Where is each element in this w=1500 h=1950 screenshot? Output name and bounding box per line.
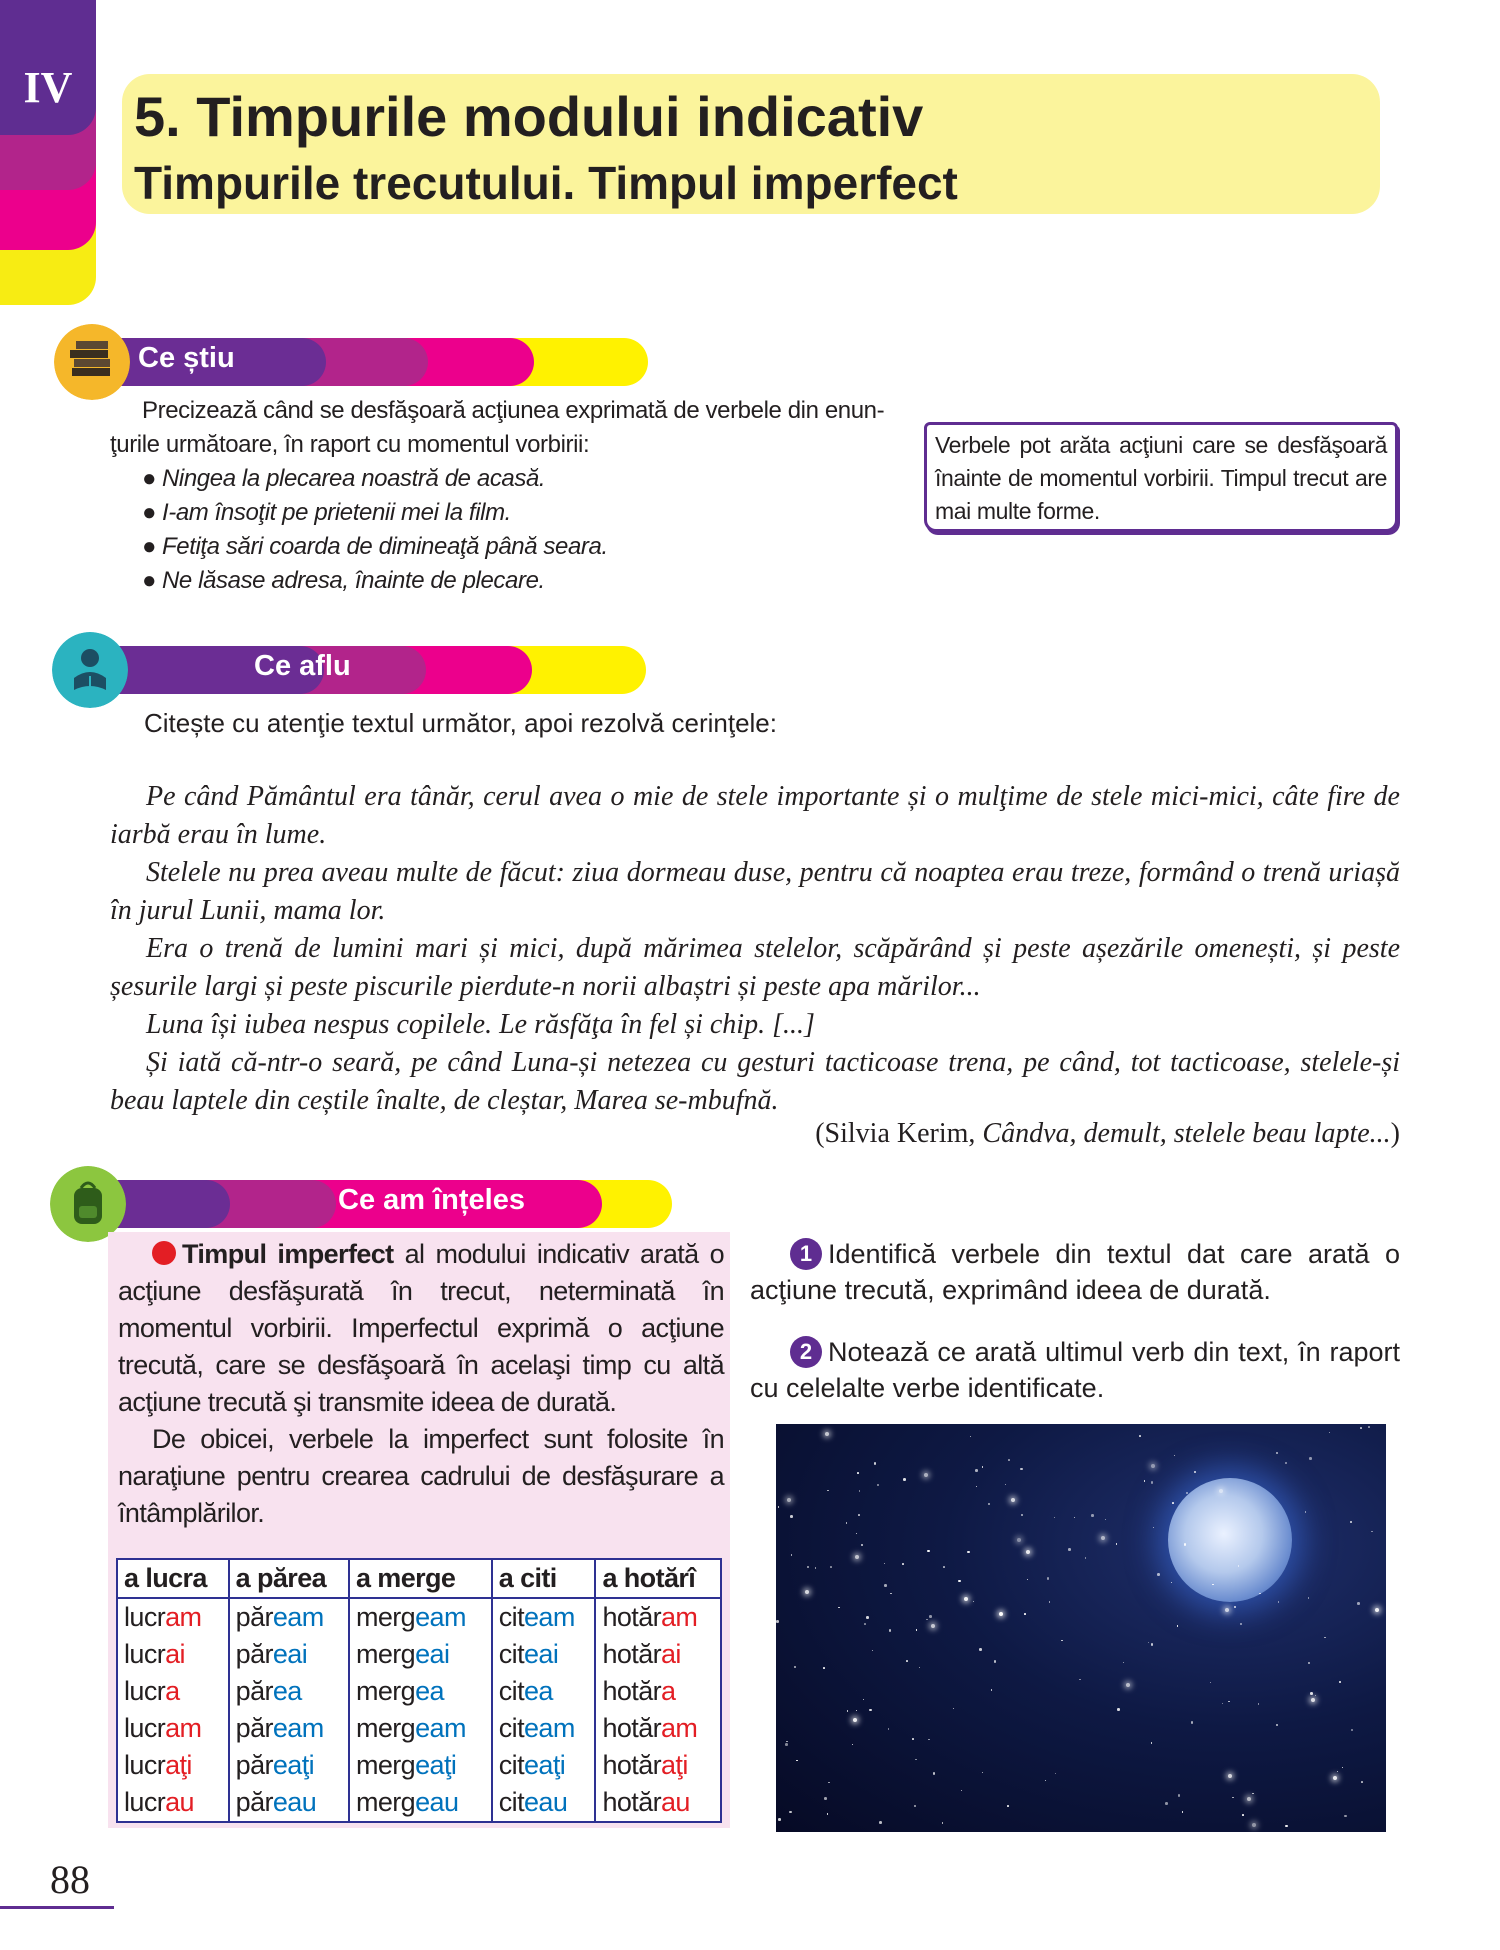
- table-cell: lucram: [117, 1710, 229, 1747]
- table-row: [117, 1747, 721, 1784]
- star: [1252, 1793, 1254, 1795]
- star: [879, 1821, 882, 1824]
- star: [815, 1567, 817, 1569]
- table-cell: lucrau: [117, 1784, 229, 1822]
- bullet-dot-icon: [152, 1241, 176, 1265]
- table-cell: lucrai: [117, 1636, 229, 1673]
- star: [1116, 1543, 1118, 1545]
- table-row: [117, 1673, 721, 1710]
- star: [1011, 1498, 1015, 1502]
- note-box: Verbele pot arăta acţiuni care se desfăşoară înainte de momentul vorbirii. Timpul trecut are mai multe forme.: [924, 422, 1398, 532]
- column-header: a hotărî: [595, 1559, 721, 1598]
- column-header: a citi: [492, 1559, 596, 1598]
- star: [890, 1593, 892, 1595]
- star: [874, 1462, 877, 1465]
- star: [869, 1709, 872, 1712]
- star: [1174, 1455, 1176, 1457]
- star: [805, 1590, 809, 1594]
- table-cell: mergea: [349, 1673, 492, 1710]
- star: [926, 1619, 928, 1621]
- star: [1153, 1527, 1155, 1529]
- table-cell: mergeau: [349, 1784, 492, 1822]
- table-row: [117, 1636, 721, 1673]
- star: [1259, 1593, 1261, 1595]
- star: [794, 1666, 797, 1669]
- star: [888, 1728, 890, 1730]
- star: [942, 1822, 944, 1824]
- ce-stiu-instruction-line1: Precizează când se desfăşoară acţiunea exprimată de verbele din enun-: [142, 397, 885, 424]
- star: [1308, 1662, 1311, 1665]
- table-cell: lucram: [117, 1598, 229, 1636]
- star: [1232, 1797, 1234, 1799]
- star: [970, 1436, 972, 1438]
- story-paragraph: Pe când Pământul era tânăr, cerul avea o mie de stele importante și o mulţime de stele mici-mici, câte fire de iarbă erau în lume.: [110, 781, 1400, 850]
- star: [877, 1484, 880, 1487]
- star: [1368, 1426, 1370, 1428]
- star: [1021, 1514, 1024, 1517]
- star: [1026, 1550, 1030, 1554]
- definition-term: Timpul imperfect: [182, 1239, 394, 1269]
- star: [863, 1699, 865, 1701]
- star: [975, 1469, 978, 1472]
- star: [807, 1566, 810, 1569]
- star: [838, 1607, 840, 1609]
- list-item: ● Ne lăsase adresa, înainte de plecare.: [142, 567, 545, 594]
- column-header: a merge: [349, 1559, 492, 1598]
- star: [1324, 1637, 1326, 1639]
- star: [1309, 1457, 1312, 1460]
- star: [1144, 1480, 1146, 1482]
- definition-paragraph-2: De obicei, verbele la imperfect sunt folosite în naraţiune pentru crearea cadrului de desfăşurare a întâmplărilor.: [118, 1424, 724, 1528]
- star: [916, 1629, 918, 1631]
- star: [852, 1744, 854, 1746]
- table-cell: hotăra: [595, 1673, 721, 1710]
- list-item: ● Ningea la plecarea noastră de acasă.: [142, 465, 546, 492]
- star: [1278, 1601, 1280, 1603]
- star: [988, 1503, 991, 1506]
- backpack-icon: [50, 1166, 126, 1242]
- task-number: 2: [790, 1336, 822, 1368]
- star: [1228, 1774, 1232, 1778]
- star: [982, 1466, 984, 1468]
- star: [1184, 1543, 1187, 1546]
- star: [1085, 1557, 1087, 1559]
- star: [1371, 1531, 1373, 1533]
- star: [1333, 1776, 1337, 1780]
- star: [1105, 1519, 1107, 1521]
- task-1: 1 Identifică verbele din textul dat care arată o acţiune trecută, exprimând ideea de durată.: [750, 1239, 1400, 1305]
- star: [856, 1710, 858, 1712]
- star: [1315, 1695, 1317, 1697]
- star: [1151, 1481, 1154, 1484]
- table-cell: citeam: [492, 1710, 596, 1747]
- star: [787, 1498, 791, 1502]
- star: [1165, 1802, 1168, 1805]
- star: [825, 1432, 829, 1436]
- table-cell: citeai: [492, 1636, 596, 1673]
- column-header: a părea: [229, 1559, 349, 1598]
- books-icon: [54, 324, 130, 400]
- star: [1219, 1489, 1223, 1493]
- section-header-ce-stiu: [54, 334, 594, 390]
- table-cell: hotăram: [595, 1710, 721, 1747]
- star: [791, 1554, 793, 1556]
- star: [1305, 1511, 1307, 1513]
- star: [889, 1629, 892, 1632]
- star: [778, 1818, 781, 1821]
- section-header-ce-am-inteles: [50, 1176, 622, 1232]
- star: [846, 1522, 848, 1524]
- star: [1360, 1427, 1362, 1429]
- table-cell: mergeai: [349, 1636, 492, 1673]
- table-cell: hotărau: [595, 1784, 721, 1822]
- star: [1194, 1471, 1197, 1474]
- star: [906, 1660, 908, 1662]
- task-number: 1: [790, 1238, 822, 1270]
- star: [1276, 1452, 1279, 1455]
- story-paragraph: Și iată că-ntr-o seară, pe când Luna-și netezea cu gesturi tacticoase trena, pe când, tot tacticoase, stelele-și beau laptele din ceștile înalte, de cleștar, Marea se-mbufnă.: [110, 1047, 1400, 1116]
- story-paragraph: Stelele nu prea aveau multe de făcut: ziua dormeau duse, pentru că noaptea erau treze, formând o trenă uriașă în jurul Lunii, mama lor.: [110, 857, 1400, 926]
- ce-aflu-instruction: Citește cu atenţie textul următor, apoi rezolvă cerinţele:: [144, 708, 777, 738]
- table-cell: păream: [229, 1598, 349, 1636]
- star: [1225, 1608, 1229, 1612]
- star: [866, 1616, 869, 1619]
- star: [1177, 1625, 1179, 1627]
- star: [1007, 1805, 1009, 1807]
- star: [1375, 1608, 1379, 1612]
- star: [912, 1738, 914, 1740]
- table-cell: părea: [229, 1673, 349, 1710]
- star: [1339, 1681, 1342, 1684]
- star: [827, 1490, 829, 1492]
- star: [1172, 1502, 1174, 1504]
- star: [953, 1708, 955, 1710]
- star: [1027, 1579, 1029, 1581]
- star: [961, 1790, 963, 1792]
- star: [1061, 1640, 1063, 1642]
- star: [931, 1624, 935, 1628]
- star: [973, 1601, 975, 1603]
- star: [1361, 1781, 1363, 1783]
- star: [1252, 1823, 1256, 1827]
- table-cell: hotărai: [595, 1636, 721, 1673]
- star: [1126, 1683, 1130, 1687]
- star: [1157, 1573, 1160, 1576]
- star: [847, 1710, 849, 1712]
- star: [1008, 1459, 1010, 1461]
- table-cell: mergeaţi: [349, 1747, 492, 1784]
- star: [1285, 1462, 1288, 1465]
- star: [958, 1580, 961, 1583]
- table-cell: citeau: [492, 1784, 596, 1822]
- star: [902, 1563, 904, 1565]
- star: [872, 1650, 874, 1652]
- star: [828, 1782, 830, 1784]
- star: [859, 1490, 861, 1492]
- star: [790, 1515, 793, 1518]
- star: [928, 1739, 930, 1741]
- table-cell: lucra: [117, 1673, 229, 1710]
- star: [1342, 1767, 1344, 1769]
- star: [824, 1797, 827, 1800]
- star: [999, 1612, 1003, 1616]
- star: [884, 1584, 887, 1587]
- star: [1210, 1682, 1212, 1684]
- section-title-ce-stiu: Ce știu: [138, 342, 235, 374]
- star: [1049, 1601, 1051, 1603]
- star: [857, 1472, 859, 1474]
- section-title-ce-am-inteles: Ce am înțeles: [338, 1184, 525, 1216]
- list-item: ● I-am însoţit pe prietenii mei la film.: [142, 499, 511, 526]
- star: [982, 1772, 984, 1774]
- star: [991, 1689, 993, 1691]
- star: [927, 1550, 930, 1553]
- star: [1171, 1582, 1173, 1584]
- star: [1240, 1623, 1243, 1626]
- section-title-ce-aflu: Ce aflu: [254, 650, 351, 682]
- ce-stiu-instruction-line2: ţurile următoare, în raport cu momentul vorbirii:: [110, 431, 590, 458]
- star: [796, 1760, 798, 1762]
- star: [1055, 1773, 1057, 1775]
- definition-text: Timpul imperfect al modului indicativ arată o acţiune desfăşurată în trecut, neterminată în momentul vorbirii. Imperfectul exprimă o acţiune trecută, care se desfăşoară în acelaşi timp cu altă acţiune trecută şi transmite ideea de durată. De obicei, verbele la imperfect sunt folosite în naraţiune pentru crearea cadrului de desfăşurare a întâmplărilor.: [118, 1236, 724, 1532]
- table-cell: păreaţi: [229, 1747, 349, 1784]
- star: [1357, 1602, 1360, 1605]
- star: [778, 1506, 780, 1508]
- star: [1329, 1432, 1331, 1434]
- star: [1310, 1692, 1313, 1695]
- star: [1101, 1536, 1105, 1540]
- star: [1091, 1514, 1094, 1517]
- star: [1139, 1435, 1141, 1437]
- star: [827, 1813, 829, 1815]
- table-cell: păreai: [229, 1636, 349, 1673]
- chapter-label: IV: [23, 63, 73, 112]
- star: [855, 1555, 859, 1559]
- table-cell: lucraţi: [117, 1747, 229, 1784]
- star: [1350, 1521, 1353, 1524]
- star: [1276, 1724, 1279, 1727]
- column-header: a lucra: [117, 1559, 229, 1598]
- list-item: ● Fetiţa sări coarda de dimineaţă până seara.: [142, 533, 608, 560]
- star: [1024, 1613, 1026, 1615]
- star: [861, 1544, 864, 1547]
- conjugation-table: [116, 1558, 722, 1823]
- star: [1311, 1698, 1315, 1702]
- table-row: [117, 1710, 721, 1747]
- star: [964, 1597, 968, 1601]
- star: [1148, 1642, 1150, 1644]
- star: [864, 1623, 866, 1625]
- star: [1234, 1606, 1237, 1609]
- star: [1020, 1468, 1023, 1471]
- star: [785, 1743, 788, 1746]
- star: [914, 1805, 917, 1808]
- star: [1285, 1825, 1288, 1828]
- star: [884, 1563, 886, 1565]
- story-paragraph: Era o trenă de lumini mari și mici, după mărimea stelelor, scăpărând și peste așezările omenești, și peste șesurile largi și peste piscurile pierdute-n norii albaștri și peste apa mărilor...: [110, 933, 1400, 1002]
- table-cell: citeam: [492, 1598, 596, 1636]
- star: [1054, 1517, 1056, 1519]
- star: [919, 1667, 921, 1669]
- star: [1242, 1814, 1244, 1816]
- star: [1151, 1742, 1153, 1744]
- table-row: [117, 1598, 721, 1636]
- star: [1123, 1662, 1125, 1664]
- table-cell: hotăram: [595, 1598, 721, 1636]
- star: [979, 1648, 982, 1651]
- star: [830, 1566, 832, 1568]
- star: [933, 1772, 936, 1775]
- star: [1045, 1780, 1047, 1782]
- star: [856, 1533, 858, 1535]
- example-list: [142, 462, 608, 598]
- star: [1151, 1464, 1155, 1468]
- star: [1178, 1794, 1181, 1797]
- table-cell: mergeam: [349, 1598, 492, 1636]
- star: [1074, 1517, 1076, 1519]
- section-header-ce-aflu: [52, 642, 594, 698]
- reading-text: [110, 778, 1400, 1120]
- star: [1258, 1703, 1260, 1705]
- star: [1079, 1679, 1081, 1681]
- table-header-row: [117, 1559, 721, 1598]
- lesson-subtitle: Timpurile trecutului. Timpul imperfect: [134, 157, 958, 209]
- star: [903, 1478, 906, 1481]
- page-number-underline: [0, 1906, 114, 1909]
- night-sky-image: [776, 1424, 1386, 1832]
- task-2: 2 Notează ce arată ultimul verb din text, în raport cu celelalte verbe identificate.: [750, 1337, 1400, 1403]
- table-cell: mergeam: [349, 1710, 492, 1747]
- star: [858, 1514, 860, 1516]
- star: [915, 1759, 917, 1761]
- star: [1222, 1703, 1224, 1705]
- star: [1068, 1548, 1071, 1551]
- table-cell: hotăraţi: [595, 1747, 721, 1784]
- star: [1228, 1701, 1230, 1703]
- star: [1247, 1797, 1251, 1801]
- star: [924, 1473, 928, 1477]
- star: [1344, 1815, 1347, 1818]
- table-cell: păreau: [229, 1784, 349, 1822]
- star: [994, 1660, 997, 1663]
- star: [1151, 1643, 1154, 1646]
- star: [943, 1566, 945, 1568]
- page-number: 88: [50, 1857, 90, 1902]
- star: [1117, 1708, 1120, 1711]
- star: [853, 1718, 857, 1722]
- star: [1308, 1597, 1310, 1599]
- moon-icon: [1168, 1478, 1292, 1602]
- star: [976, 1486, 978, 1488]
- star: [967, 1551, 970, 1554]
- star: [1351, 1729, 1354, 1732]
- reader-icon: [52, 632, 128, 708]
- star: [823, 1667, 825, 1669]
- lesson-title: 5. Timpurile modului indicativ: [134, 85, 924, 148]
- table-cell: citeaţi: [492, 1747, 596, 1784]
- star: [1047, 1577, 1050, 1580]
- table-row: [117, 1784, 721, 1822]
- story-paragraph: Luna își iubea nespus copilele. Le răsfăţa în fel și chip. [...]: [146, 1009, 815, 1040]
- text-source: (Silvia Kerim, Cândva, demult, stelele beau lapte...): [815, 1118, 1400, 1149]
- star: [929, 1615, 932, 1618]
- table-cell: păream: [229, 1710, 349, 1747]
- star: [789, 1811, 792, 1814]
- star: [776, 1620, 779, 1623]
- table-cell: citea: [492, 1673, 596, 1710]
- star: [1017, 1538, 1021, 1542]
- star: [1182, 1811, 1184, 1813]
- star: [1005, 1484, 1007, 1486]
- star: [1337, 1771, 1339, 1773]
- star: [1191, 1721, 1194, 1724]
